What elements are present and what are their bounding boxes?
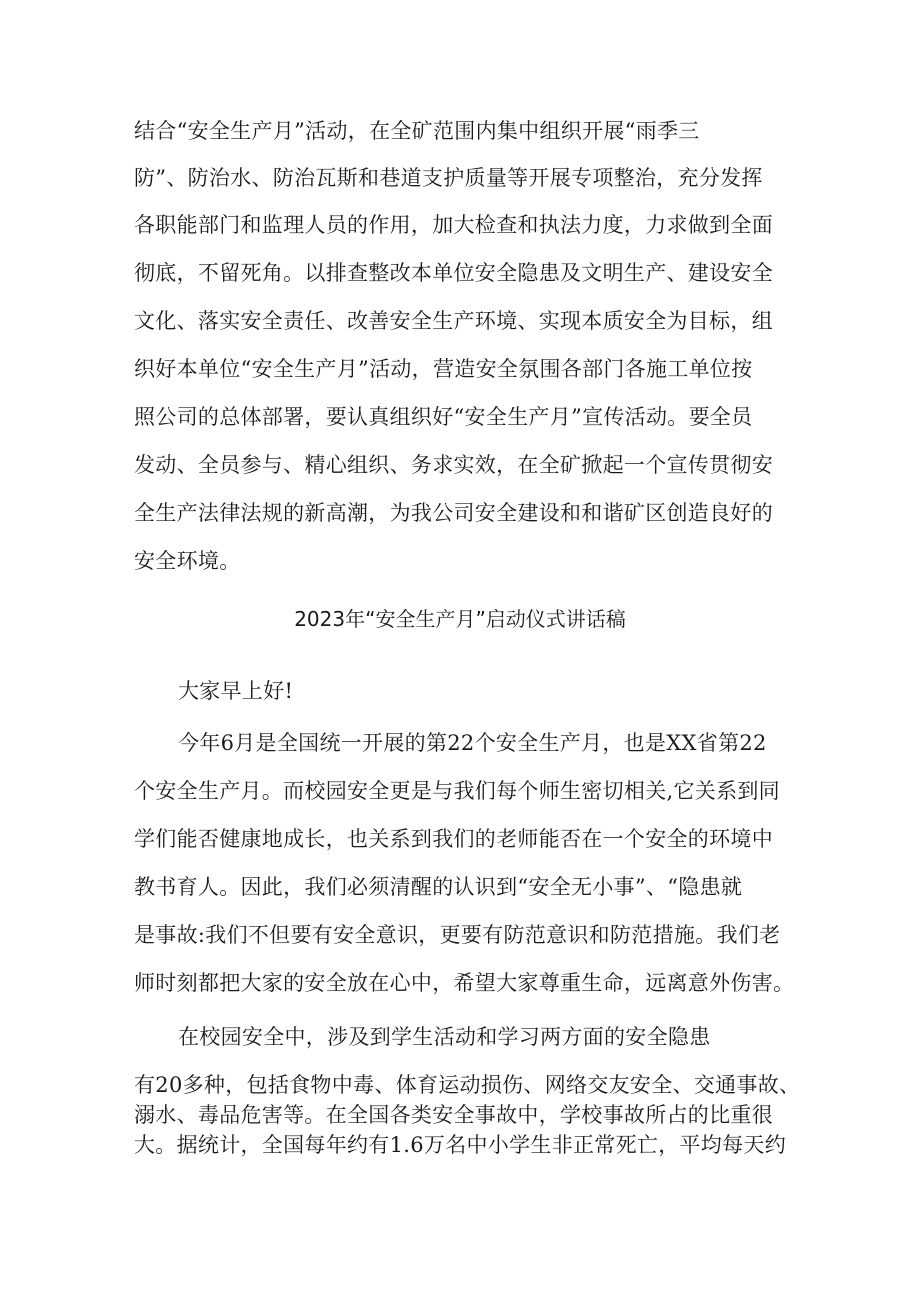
paragraph-line: 照公司的总体部署，要认真组织好“安全生产月”宣传活动。要全员 (134, 405, 753, 429)
paragraph-line: 今年6月是全国统一开展的第22个安全生产月，也是XX省第22 (178, 731, 767, 755)
paragraph-line: 有20多种，包括食物中毒、体育运动损伤、网络交友安全、交通事故、 (134, 1073, 801, 1097)
paragraph-line: 织好本单位“安全生产月”活动，营造安全氛围各部门各施工单位按 (134, 357, 753, 381)
paragraph-line: 个安全生产月。而校园安全更是与我们每个师生密切相关,它关系到同 (134, 779, 780, 803)
paragraph-line: 发动、全员参与、精心组织、务求实效，在全矿掀起一个宣传贯彻安 (134, 453, 773, 477)
paragraph-line: 师时刻都把大家的安全放在心中，希望大家尊重生命，远离意外伤害。 (134, 971, 795, 995)
speech-title: 2023年“安全生产月”启动仪式讲话稿 (294, 607, 626, 631)
paragraph-line: 各职能部门和监理人员的作用，加大检查和执法力度，力求做到全面 (134, 213, 773, 237)
paragraph-line: 教书育人。因此，我们必须清醒的认识到“安全无小事”、“隐患就 (134, 875, 743, 899)
paragraph-line: 文化、落实安全责任、改善安全生产环境、实现本质安全为目标，组 (134, 309, 773, 333)
paragraph-line: 防”、防治水、防治瓦斯和巷道支护质量等开展专项整治，充分发挥 (134, 166, 763, 190)
paragraph-line: 安全环境。 (134, 549, 241, 573)
paragraph-line: 全生产法律法规的新高潮，为我公司安全建设和和谐矿区创造良好的 (134, 501, 773, 525)
paragraph-line: 是事故:我们不但要有安全意识，更要有防范意识和防范措施。我们老 (134, 923, 781, 947)
speech-greeting: 大家早上好! (178, 679, 294, 703)
paragraph-line: 大。据统计，全国每年约有1.6万名中小学生非正常死亡，平均每天约 (134, 1133, 786, 1157)
paragraph-line: 彻底，不留死角。以排查整改本单位安全隐患及文明生产、建设安全 (134, 261, 773, 285)
paragraph-line: 溺水、毒品危害等。在全国各类安全事故中，学校事故所占的比重很 (134, 1103, 773, 1127)
paragraph-line: 学们能否健康地成长，也关系到我们的老师能否在一个安全的环境中 (134, 827, 773, 851)
paragraph-line: 在校园安全中，涉及到学生活动和学习两方面的安全隐患 (178, 1025, 711, 1049)
paragraph-line: 结合“安全生产月”活动，在全矿范围内集中组织开展“雨季三 (134, 119, 700, 143)
